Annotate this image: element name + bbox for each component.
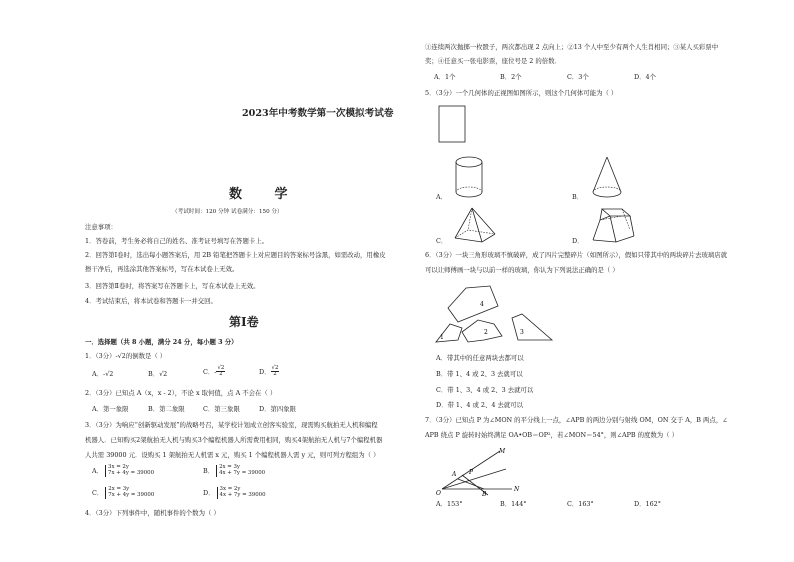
broken-glass-figure (432, 284, 562, 346)
q3-option-a: A． 3x = 2y 7x + 4y = 39000 (92, 464, 154, 476)
minus-sign: - (115, 352, 118, 360)
equation-system: 3x = 2y 7x + 4y = 39000 (105, 465, 154, 477)
q6-option-d: D．带 1、4 或 2、4 去就可以 (436, 401, 524, 409)
q5-label-a: A． (436, 193, 448, 201)
note-item-1: 1．答卷前，考生务必将自己的姓名、准考证号填写在答题卡上。 (85, 237, 269, 245)
note-item-3: 3．回答第Ⅱ卷时，将答案写在答题卡上，写在本试卷上无效。 (85, 282, 260, 290)
q5-label-c: C． (436, 237, 448, 245)
q6-line1: 6．（3分）一块三角形玻璃不慎破碎，成了四片完整碎片（如图所示），假如只带其中的两块碎片去玻璃店就 (425, 251, 728, 259)
q3-option-d: D． 3x = 2y 4x + 7y = 39000 (203, 486, 266, 498)
note-item-4: 4．考试结束后，将本试卷和答题卡一并交回。 (85, 297, 217, 305)
note-item-2: 2．回答第Ⅰ卷时，选出每小题答案后，用 2B 铅笔把答题卡上对应题目的答案标号涂黑，如需改动，用橡皮 (85, 251, 386, 259)
q7-option-a: A．153° (436, 500, 463, 508)
q4-option-d: D．4个 (634, 73, 656, 81)
q4-option-a: A．1个 (434, 73, 456, 81)
sqrt-symbol: √ (117, 352, 122, 360)
cylinder-figure (452, 155, 488, 201)
q5-label-d: D． (572, 237, 584, 245)
piece-label-1: 1 (440, 334, 444, 341)
q5-stem: 5．（3分）一个几何体的正视图如图所示，则这个几何体可能为（ ） (425, 89, 618, 97)
q2-option-c: C．第三象限 (203, 405, 240, 413)
glass-piece-3 (512, 314, 552, 340)
equation-system: 2x = 3y 4x + 7y = 39000 (216, 465, 265, 477)
q3-option-b: B． 2x = 3y 4x + 7y = 39000 (203, 464, 266, 476)
section-title: 一．选择题（共 8 小题，满分 24 分，每小题 3 分） (85, 338, 238, 346)
label-b: B (482, 491, 487, 498)
q6-option-a: A．带其中的任意两块去都可以 (436, 354, 524, 362)
piece-label-4: 4 (480, 301, 484, 308)
q1-option-b: B．√2 (148, 370, 168, 378)
q7-option-b: B．144° (500, 500, 527, 508)
piece-label-3: 3 (520, 329, 524, 336)
part-one-title: 第Ⅰ卷 (229, 315, 259, 329)
q4-option-c: C．3个 (567, 73, 589, 81)
subject-title: 数 学 (229, 187, 302, 202)
note-item-2-cont: 擦干净后，再选涂其他答案标号，写在本试卷上无效。 (85, 265, 239, 273)
fraction: $\frac{√2}{2}$ (271, 365, 279, 378)
label-a: A (452, 471, 457, 478)
q7-line2: APB 绕点 P 旋转时始终满足 OA•OB＝OP²，若∠MON＝54°，则∠APB 的度数为（ ） (425, 431, 678, 439)
pyramid-figure (452, 206, 498, 246)
q2-option-d: D．第四象限 (259, 405, 297, 413)
q6-option-c: C．带 1、3、4 或 2、3 去就可以 (436, 386, 534, 394)
label-p: P (469, 469, 474, 476)
cone-figure (590, 155, 626, 201)
equation-system: 2x = 3y 7x + 4y = 39000 (105, 487, 154, 499)
q6-line2: 可以让师傅画一块与以前一样的玻璃，你认为下列说法正确的是（ ） (425, 266, 619, 274)
q2-stem: 2．（3分）已知点 A（x，x - 2），不论 x 取何值，点 A 不会在（ ） (85, 389, 277, 397)
q1-option-d: D． $\frac{√2}{2}$ (259, 365, 279, 378)
q1-option-a: A．-√2 (92, 370, 114, 378)
q4-option-b: B．2个 (500, 73, 522, 81)
angle-figure (436, 445, 526, 497)
q3-stem-line3: 人共需 39000 元．设购买 1 架航拍无人机需 x 元，购买 1 个编程机器人需 y 元，则可列方程组为（ ） (85, 451, 380, 459)
q1-stem: 1．（3分）-√2的倒数是（ ） (85, 352, 167, 360)
q4-line1: ①连续两次抛掷一枚骰子，两次都出现 2 点向上；②13 个人中至少有两个人生肖相同；③某人买彩票中 (425, 43, 719, 51)
q3-stem-line2: 机器人．已知购买2架航拍无人机与购买3个编程机器人所需费用相同，购买4架航拍无人机与7个编程机器 (85, 436, 383, 444)
q4-line2: 奖；④任意买一张电影票，座位号是 2 的倍数． (425, 57, 561, 65)
q7-option-c: C．163° (567, 500, 594, 508)
frustum-figure (590, 206, 636, 246)
label-n: N (514, 486, 520, 493)
fraction: $\frac{√2}{2}$ (217, 365, 225, 378)
q7-option-d: D．162° (634, 500, 661, 508)
glass-piece-2 (462, 320, 502, 342)
q7-line1: 7．（3分）已知点 P 为∠MON 的平分线上一点，∠APB 的两边分别与射线 OM，ON 交于 A，B 两点，∠ (425, 416, 728, 424)
exam-info: （考试时间：120 分钟 试卷满分：150 分） (172, 209, 283, 215)
q2-option-b: B．第二象限 (148, 405, 185, 413)
glass-piece-4 (448, 286, 498, 322)
piece-label-2: 2 (484, 329, 488, 336)
equation-system: 3x = 2y 4x + 7y = 39000 (217, 487, 266, 499)
exam-title: 2023年中考数学第一次模拟考试卷 (242, 108, 394, 119)
notes-title: 注意事项： (85, 223, 117, 231)
q3-option-c: C． 2x = 3y 7x + 4y = 39000 (92, 486, 155, 498)
front-view-rectangle-figure (438, 105, 468, 145)
q5-label-b: B． (572, 193, 584, 201)
q6-option-b: B．带 1、4 或 2、3 去就可以 (436, 370, 523, 378)
label-m: M (499, 448, 506, 455)
q1-option-c: C．- $\frac{√2}{2}$ (203, 365, 225, 378)
q2-option-a: A．第一象限 (92, 405, 129, 413)
q4-stem: 4．（3分）下列事件中，随机事件的个数为（ ） (85, 509, 220, 517)
label-o: O (436, 490, 441, 497)
q3-stem-line1: 3．（3分）为响应“创新驱动发展”的战略号召，某学校计划成立创客实验室，现需购买航拍无人机和编程 (85, 421, 378, 429)
